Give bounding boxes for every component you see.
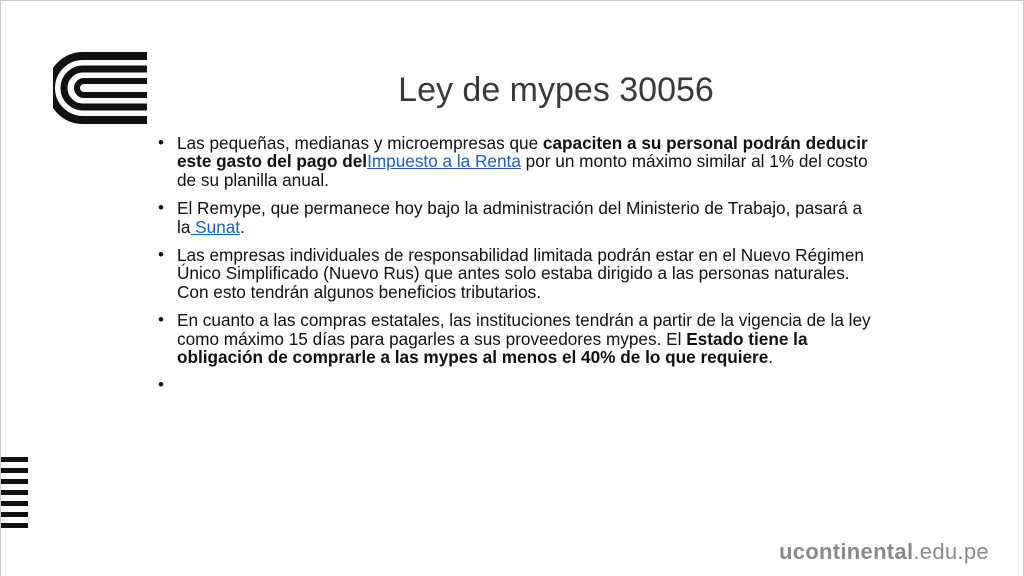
bullet-text: En cuanto a las compras estatales, las instituciones tendrán a partir de la vigencia de la ley como máximo 15 días para pagarles a sus proveedores mypes. El bbox=[177, 310, 871, 349]
bullet-item bbox=[156, 246, 872, 301]
bold-text: capaciten a su personal podrán deducir este gasto del pago del bbox=[177, 133, 868, 172]
bullet-text: Las pequeñas, medianas y microempresas que bbox=[177, 133, 543, 153]
bullet-text: El Remype, que permanece hoy bajo la administración del Ministerio de Trabajo, pasará a la bbox=[177, 198, 863, 237]
bullet-list bbox=[156, 134, 872, 404]
bullet-text: . bbox=[240, 216, 245, 237]
bullet-item bbox=[156, 199, 872, 236]
brand-footer bbox=[779, 539, 989, 565]
bullet-item bbox=[156, 134, 872, 189]
inline-link[interactable]: Impuesto a la Renta bbox=[367, 151, 521, 172]
bullet-item bbox=[156, 311, 872, 366]
bullet-text: . bbox=[768, 347, 774, 368]
brand-domain: .edu.pe bbox=[913, 539, 989, 564]
bold-text: Estado tiene la obligación de comprarle a las mypes al menos el 40% de lo que requiere bbox=[177, 328, 808, 368]
bullet-item bbox=[156, 376, 872, 394]
continental-logo-icon bbox=[53, 52, 149, 124]
slide-title: Ley de mypes 30056 bbox=[398, 71, 714, 109]
decorative-stripes-icon bbox=[1, 457, 29, 534]
bullet-text: por un monto máximo similar al 1% del costo de su planilla anual. bbox=[177, 151, 868, 190]
inline-link[interactable]: Sunat bbox=[190, 216, 241, 237]
brand-name: ucontinental bbox=[779, 539, 914, 564]
bullet-text: Las empresas individuales de responsabilidad limitada podrán estar en el Nuevo Régimen Único Simplificado (Nuevo Rus) que antes solo estaba dirigido a las personas naturales. Con esto tendrán algunos beneficios tributarios. bbox=[177, 245, 864, 302]
